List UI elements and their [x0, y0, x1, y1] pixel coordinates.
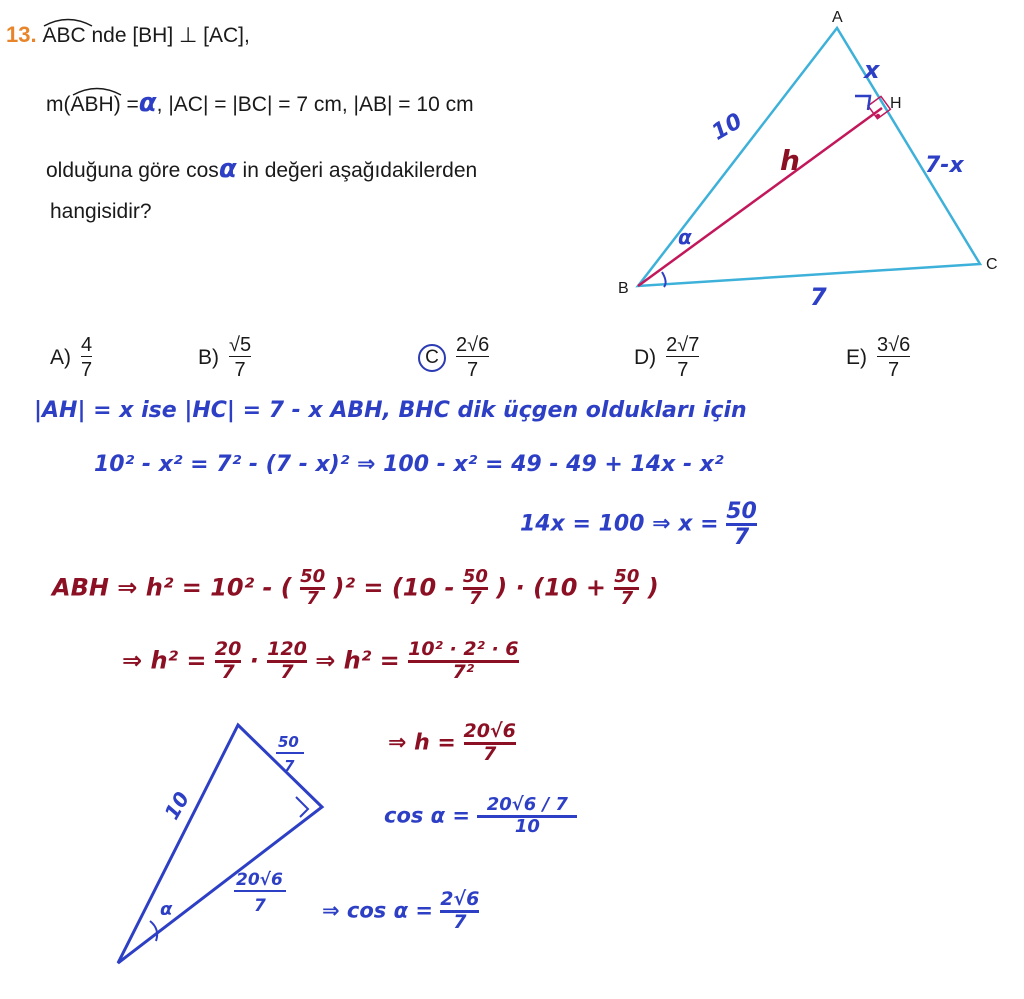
small-long-num: 20√6 [236, 870, 283, 890]
angle-abc: ABC [42, 24, 85, 48]
altitude-label: h [780, 144, 800, 177]
side-ah-label: x [864, 56, 880, 84]
angle-alpha-label: α [678, 225, 692, 249]
m-prefix: m( [46, 93, 71, 116]
question-line-1 [6, 22, 250, 48]
small-alpha-label: α [160, 899, 173, 920]
angle-abh: ABH [71, 93, 114, 117]
side-hc-label: 7-x [925, 153, 964, 178]
question-line-2 [46, 88, 474, 118]
work-line-1: |AH| = x ise |HC| = 7 - x ABH, BHC dik üçgen oldukları için [34, 398, 747, 423]
choice-b: B) $\frac{√5}{7}$ [198, 334, 252, 381]
work-line-3: 14x = 100 ⇒ x = $\frac{50}{7}$ [520, 499, 757, 551]
choice-e: E) $\frac{3√6}{7}$ [846, 334, 911, 381]
question-number: 13. [6, 22, 37, 47]
question-line-1-text: nde [BH] ⊥ [AC], [85, 24, 250, 47]
side-bc-label: 7 [810, 283, 827, 311]
vertex-c: C [986, 256, 998, 273]
choice-d: D) $\frac{2√7}{7}$ [634, 334, 700, 381]
triangle-figure [600, 0, 1024, 320]
arc-mark [71, 84, 123, 96]
arc-mark [42, 15, 94, 27]
work-line-5: ⇒ h² = $\frac{20}{7}$ · $\frac{120}{7}$ ⇒ h² = $\frac{\text{10² · 2² · 6}}{\text{7²}}$ [122, 638, 519, 683]
hand-right-angle [855, 96, 870, 110]
alpha-symbol: α [218, 154, 237, 184]
alpha-symbol: α [138, 88, 157, 118]
question-line-4: hangisidir? [50, 200, 152, 223]
choice-a: A) $\frac{4}{7}$ [50, 334, 93, 381]
vertex-h: H [890, 95, 902, 112]
small-hyp-label: 10 [159, 787, 195, 824]
small-short-num: 50 [278, 733, 299, 751]
small-triangle-figure [100, 715, 340, 975]
small-short-den: 7 [284, 757, 295, 775]
altitude-bh [638, 108, 882, 286]
vertex-a: A [832, 9, 843, 26]
work-line-6: ⇒ h = $\frac{20√6}{7}$ [388, 720, 516, 765]
question-line-2-text: , |AC| = |BC| = 7 cm, |AB| = 10 cm [156, 93, 474, 116]
vertex-b: B [618, 280, 629, 297]
question-line-3: olduğuna göre cosα in değeri aşağıdakilerden [46, 154, 478, 184]
small-right-angle [296, 797, 308, 817]
work-line-2: 10² - x² = 7² - (7 - x)² ⇒ 100 - x² = 49 - 49 + 14x - x² [94, 452, 724, 477]
small-long-den: 7 [254, 896, 266, 916]
equals: ) = [113, 93, 139, 116]
work-line-7: cos α = $\frac{20√6 / 7}{10}$ [384, 796, 577, 837]
work-line-4: ABH ⇒ h² = 10² - ( $\frac{50}{7}$ )² = (10 - $\frac{50}{7}$ ) · (10 + $\frac{50}{7}$ ) [52, 566, 659, 609]
choice-c: C $\frac{2√6}{7}$ [418, 334, 489, 381]
side-ab-label: 10 [707, 108, 747, 146]
work-line-8: ⇒ cos α = $\frac{2√6}{7}$ [322, 888, 480, 933]
selected-choice-circle: C [418, 344, 446, 372]
right-angle-dot [876, 114, 880, 118]
